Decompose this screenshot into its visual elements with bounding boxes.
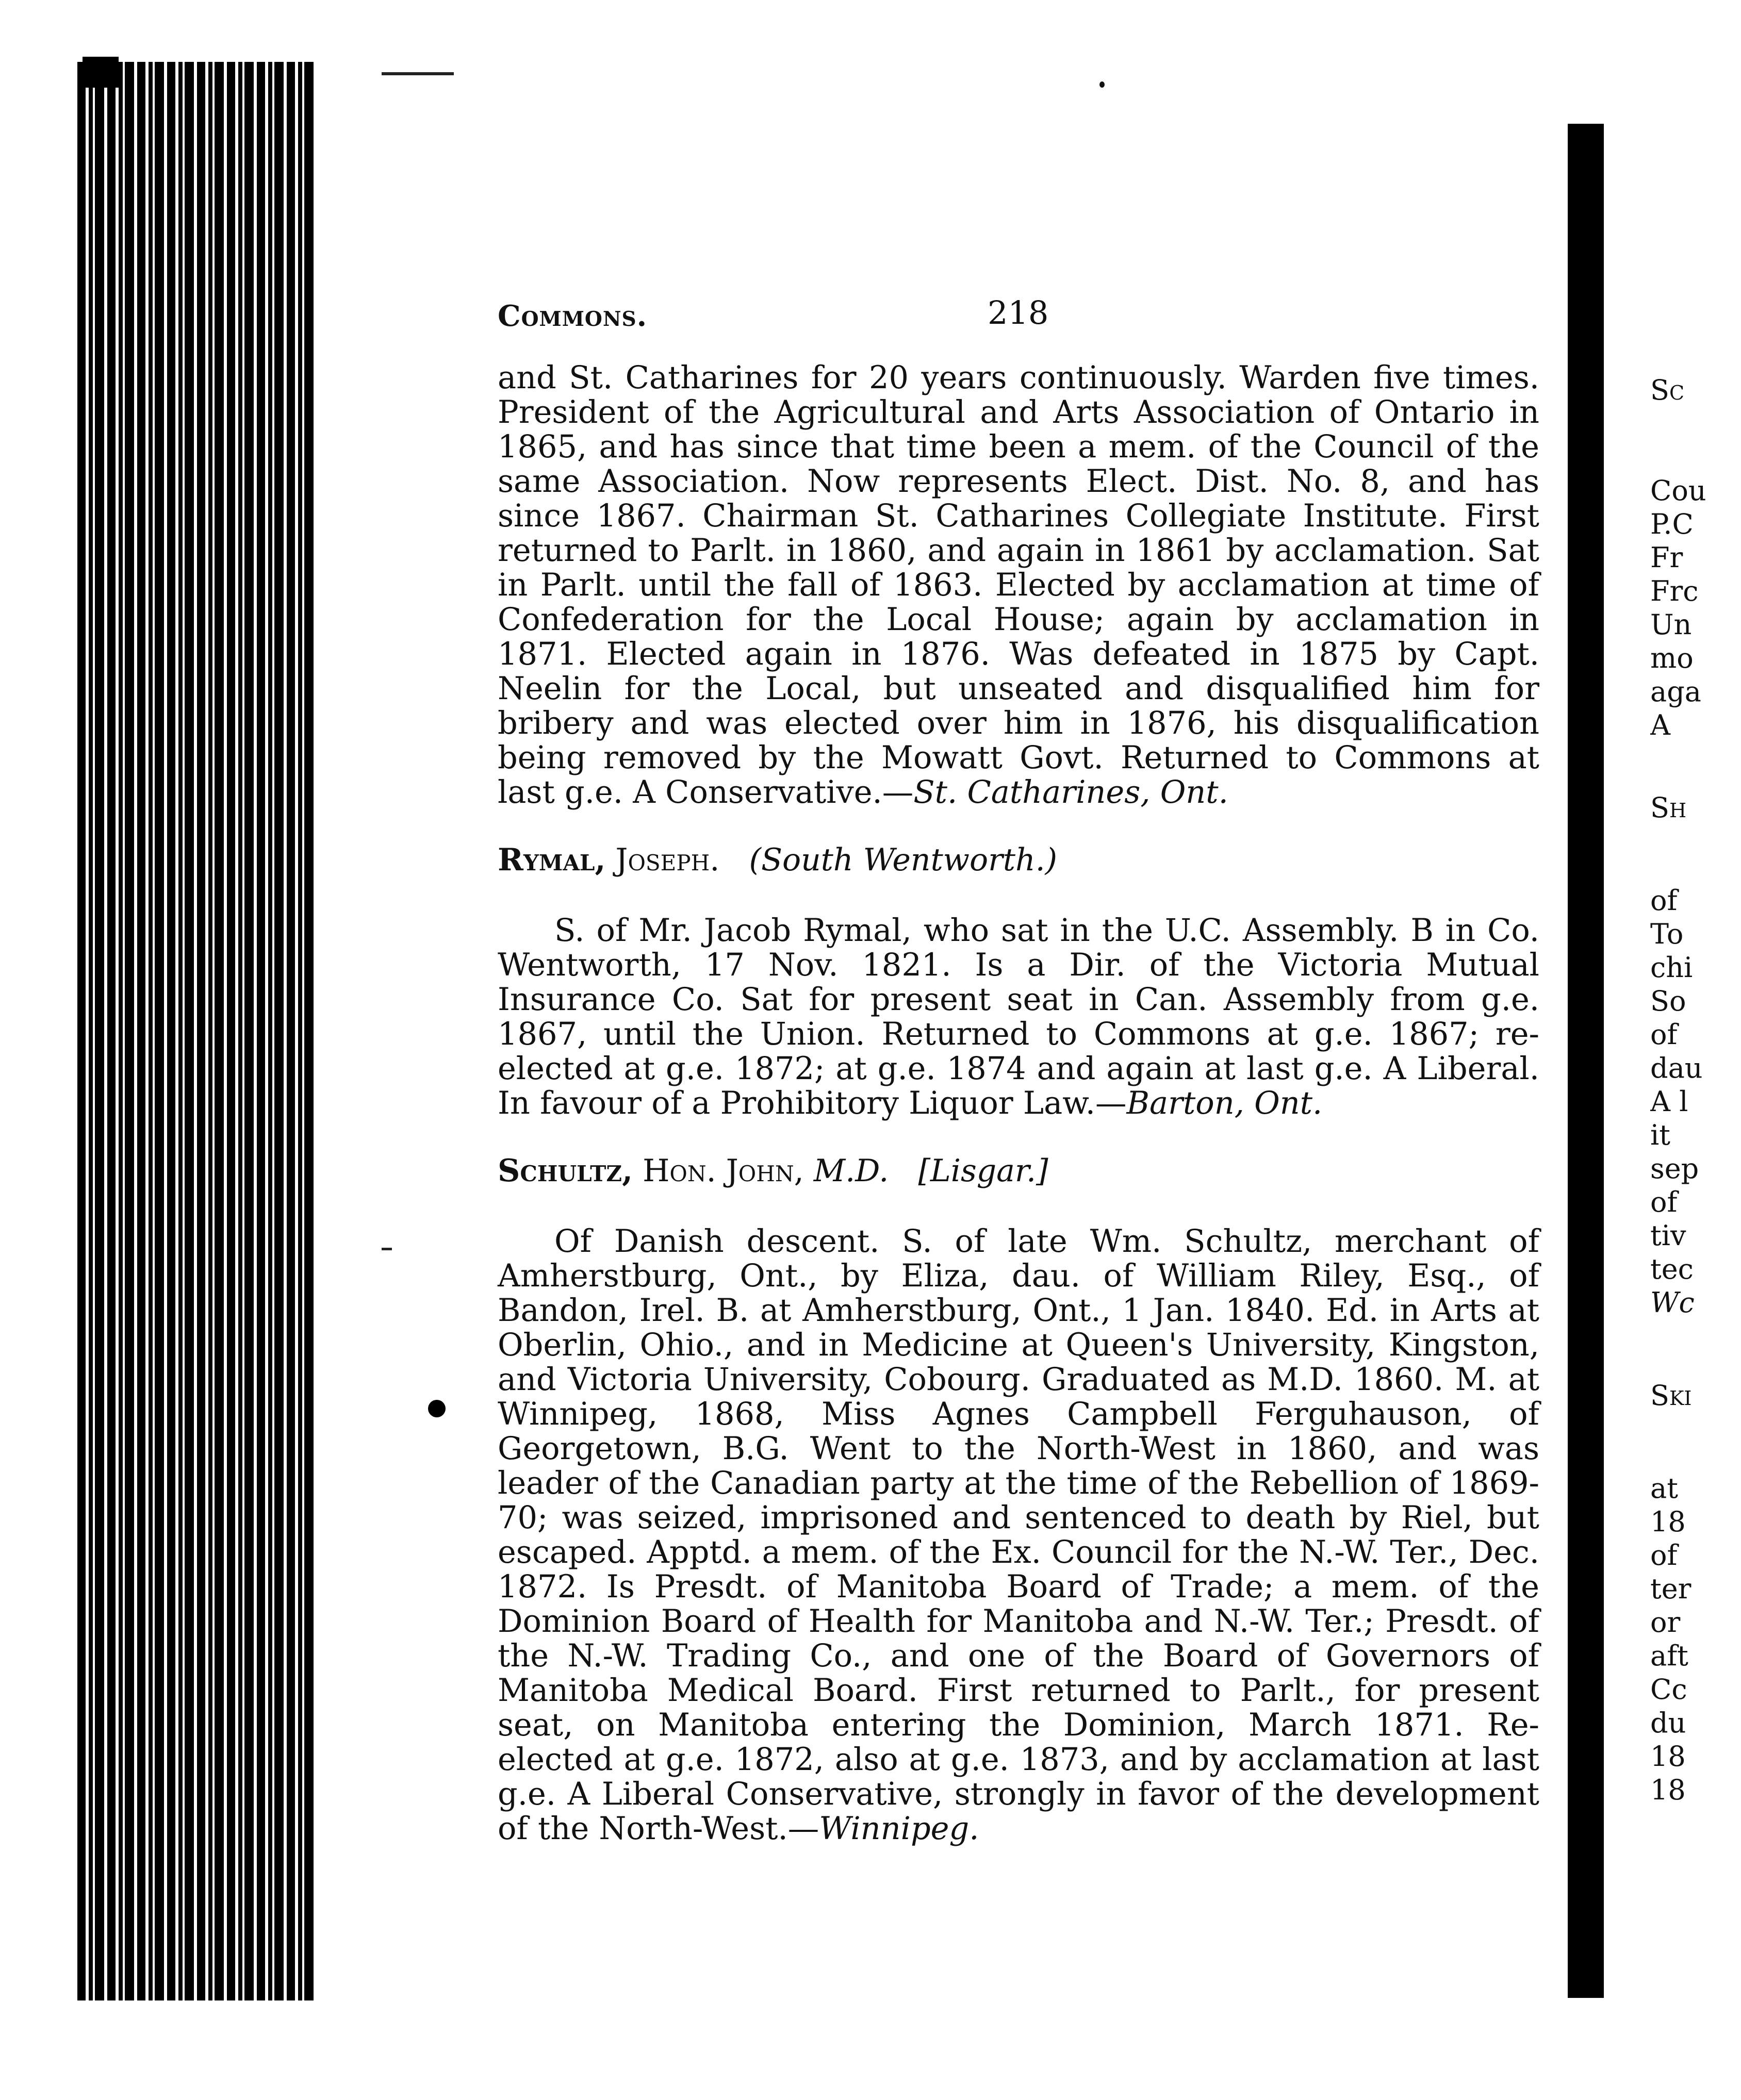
adjacent-page-text: To xyxy=(1650,918,1684,950)
adjacent-page-text: of xyxy=(1650,1018,1678,1051)
page-gutter-shadow xyxy=(1568,124,1604,1998)
page-number: 218 xyxy=(988,294,1049,332)
scanned-binding-edge xyxy=(77,62,315,2000)
adjacent-page-text: tec xyxy=(1650,1253,1694,1285)
entry-constituency: (South Wentworth.) xyxy=(749,842,1058,878)
entry-body-schultz xyxy=(498,1225,1539,1846)
scan-mark-dot xyxy=(1099,81,1105,88)
adjacent-page-text: Cou xyxy=(1650,474,1706,507)
adjacent-page-text: it xyxy=(1650,1119,1670,1151)
adjacent-page-text: 18 xyxy=(1650,1740,1686,1773)
adjacent-page-text: Un xyxy=(1650,608,1692,641)
margin-bullet-mark xyxy=(428,1400,446,1417)
body-text xyxy=(498,361,1539,1879)
continued-entry xyxy=(498,361,1539,810)
adjacent-page-text: Fr xyxy=(1650,541,1683,574)
entry-body-text: S. of Mr. Jacob Rymal, who sat in the U.C. Assembly. B in Co. Wentworth, 17 Nov. 1821. Is a Dir. of the Victoria Mutual Insurance Co. Sat for present seat in Can. Assembly from g.e. 1867, until the Union. Returned to Commons at g.e. 1867; re-elected at g.e. 1872; at g.e. 1874 and again at last g.e. A Liberal. In favour of a Prohibitory Liquor Law.— xyxy=(498,913,1539,1121)
entry-heading-schultz xyxy=(498,1154,1539,1188)
adjacent-page-text: at xyxy=(1650,1472,1678,1504)
entry-body-text: Of Danish descent. S. of late Wm. Schultz, merchant of Amherstburg, Ont., by Eliza, dau. of William Riley, Esq., of Bandon, Irel. B. at Amherstburg, Ont., 1 Jan. 1840. Ed. in Arts at Oberlin, Ohio., and in Medicine at Queen's University, Kingston, and Victoria University, Cobourg. Graduated as M.D. 1860. M. at Winnipeg, 1868, Miss Agnes Campbell Ferguhauson, of Georgetown, B.G. Went to the North-West in 1860, and was leader of the Canadian party at the time of the Rebellion of 1869-70; was seized, imprisoned and sentenced to death by Riel, but escaped. Apptd. a mem. of the Ex. Council for the N.-W. Ter., Dec. 1872. Is Presdt. of Manitoba Board of Trade; a mem. of the Dominion Board of Health for Manitoba and N.-W. Ter.; Presdt. of the N.-W. Trading Co., and one of the Board of Governors of Manitoba Medical Board. First returned to Parlt., for present seat, on Manitoba entering the Dominion, March 1871. Re-elected at g.e. 1872, also at g.e. 1873, and by acclamation at last g.e. A Liberal Conservative, strongly in favor of the development of the North-West.— xyxy=(498,1223,1539,1847)
adjacent-page-text: 18 xyxy=(1650,1774,1686,1806)
entry-given-name: Joseph. xyxy=(615,842,720,878)
entry-residence: Winnipeg. xyxy=(819,1811,979,1847)
margin-dash-mark xyxy=(382,1248,392,1250)
adjacent-page-text: Sh xyxy=(1650,791,1687,824)
scan-mark-dash xyxy=(382,72,454,75)
adjacent-page-text: So xyxy=(1650,985,1686,1017)
adjacent-page-text: A l xyxy=(1650,1085,1688,1118)
adjacent-page-text: aga xyxy=(1650,675,1701,708)
adjacent-page-text: 18 xyxy=(1650,1506,1686,1538)
adjacent-page-fragment xyxy=(1650,0,1741,2100)
entry-residence: Barton, Ont. xyxy=(1126,1085,1323,1121)
continued-entry-text: and St. Catharines for 20 years continuously. Warden five times. President of the Agricultural and Arts Association of Ontario in 1865, and has since that time been a mem. of the Council of the same Association. Now represents Elect. Dist. No. 8, and has since 1867. Chairman St. Catharines Collegiate Institute. First returned to Parlt. in 1860, and again in 1861 by acclamation. Sat in Parlt. until the fall of 1863. Elected by acclamation at time of Confederation for the Local House; again by acclamation in 1871. Elected again in 1876. Was defeated in 1875 by Capt. Neelin for the Local, but unseated and disqualified him for bribery and was elected over him in 1876, his disqualification being removed by the Mowatt Govt. Returned to Commons at last g.e. A Conservative.— xyxy=(498,360,1539,811)
adjacent-page-text: Cc xyxy=(1650,1673,1687,1706)
adjacent-page-text: A xyxy=(1650,709,1670,741)
adjacent-page-text: mo xyxy=(1650,642,1694,674)
entry-surname: Rymal, xyxy=(498,842,606,878)
adjacent-page-text: Ski xyxy=(1650,1379,1692,1412)
entry-heading-rymal xyxy=(498,843,1539,878)
adjacent-page-text: ter xyxy=(1650,1573,1691,1605)
adjacent-page-text: of xyxy=(1650,1539,1678,1572)
entry-constituency: [Lisgar.] xyxy=(918,1153,1048,1189)
adjacent-page-text: Sc xyxy=(1650,374,1685,406)
adjacent-page-text: Frc xyxy=(1650,575,1699,607)
entry-given-name: Hon. John, xyxy=(643,1153,804,1189)
adjacent-page-text: chi xyxy=(1650,951,1693,984)
continued-entry-residence: St. Catharines, Ont. xyxy=(913,774,1228,811)
adjacent-page-text: or xyxy=(1650,1606,1681,1639)
running-head xyxy=(498,289,1539,333)
adjacent-page-text: of xyxy=(1650,884,1678,917)
entry-body-rymal xyxy=(498,914,1539,1121)
adjacent-page-text: Wc xyxy=(1650,1286,1695,1319)
section-title: Commons. xyxy=(498,299,648,333)
adjacent-page-text: aft xyxy=(1650,1640,1688,1672)
adjacent-page-text: sep xyxy=(1650,1152,1699,1185)
binding-corner-mark xyxy=(83,57,119,88)
adjacent-page-text: P.C xyxy=(1650,508,1694,540)
entry-surname: Schultz, xyxy=(498,1153,633,1189)
adjacent-page-text: du xyxy=(1650,1707,1686,1739)
entry-title: M.D. xyxy=(813,1153,889,1189)
adjacent-page-text: of xyxy=(1650,1186,1678,1218)
adjacent-page-text: tiv xyxy=(1650,1219,1686,1252)
adjacent-page-text: dau xyxy=(1650,1052,1703,1084)
